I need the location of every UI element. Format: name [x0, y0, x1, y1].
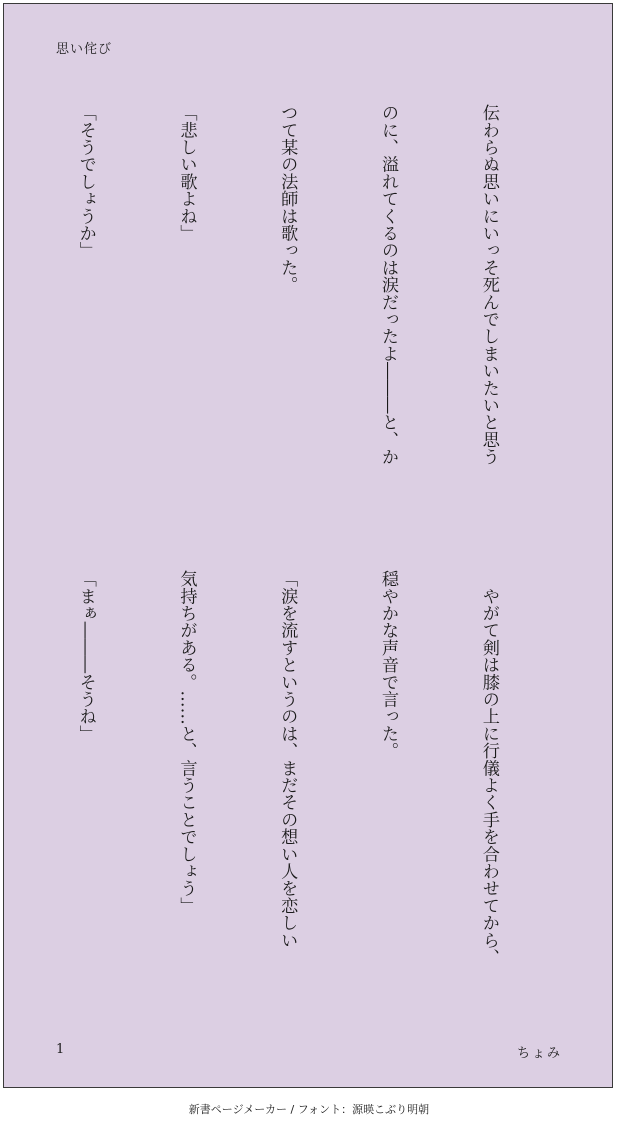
page-number: 1 — [56, 1042, 65, 1057]
text-line: 「そうでしょうか」 — [75, 104, 96, 259]
footer-credit: 新書ページメーカー / フォント：源暎こぶり明朝 — [188, 1103, 430, 1116]
text-line: のに、溢れてくるのは涙だったよ―――と、か — [378, 104, 399, 466]
text-line: 穏やかな声音で言った。 — [378, 570, 399, 760]
text-column-bottom — [52, 570, 572, 1010]
text-line: 気持ちがある。……と、言うことでしょう」 — [176, 570, 197, 914]
author-name: ちょみ — [516, 1046, 562, 1061]
book-page — [3, 3, 613, 1088]
text-line: 「まぁ―――そうね」 — [75, 570, 96, 742]
text-line: つて某の法師は歌った。 — [277, 104, 298, 294]
text-line: やがて剣は膝の上に行儀よく手を合わせてから、 — [478, 570, 499, 966]
text-line: 「涙を流すというのは、まだその想い人を恋しい — [277, 570, 298, 949]
text-line: 「悲しい歌よね」 — [176, 104, 197, 242]
page-title: 思い侘び — [56, 42, 113, 57]
text-line: 伝わらぬ思いにいっそ死んでしまいたいと思う — [478, 104, 499, 466]
text-column-top — [52, 104, 572, 534]
